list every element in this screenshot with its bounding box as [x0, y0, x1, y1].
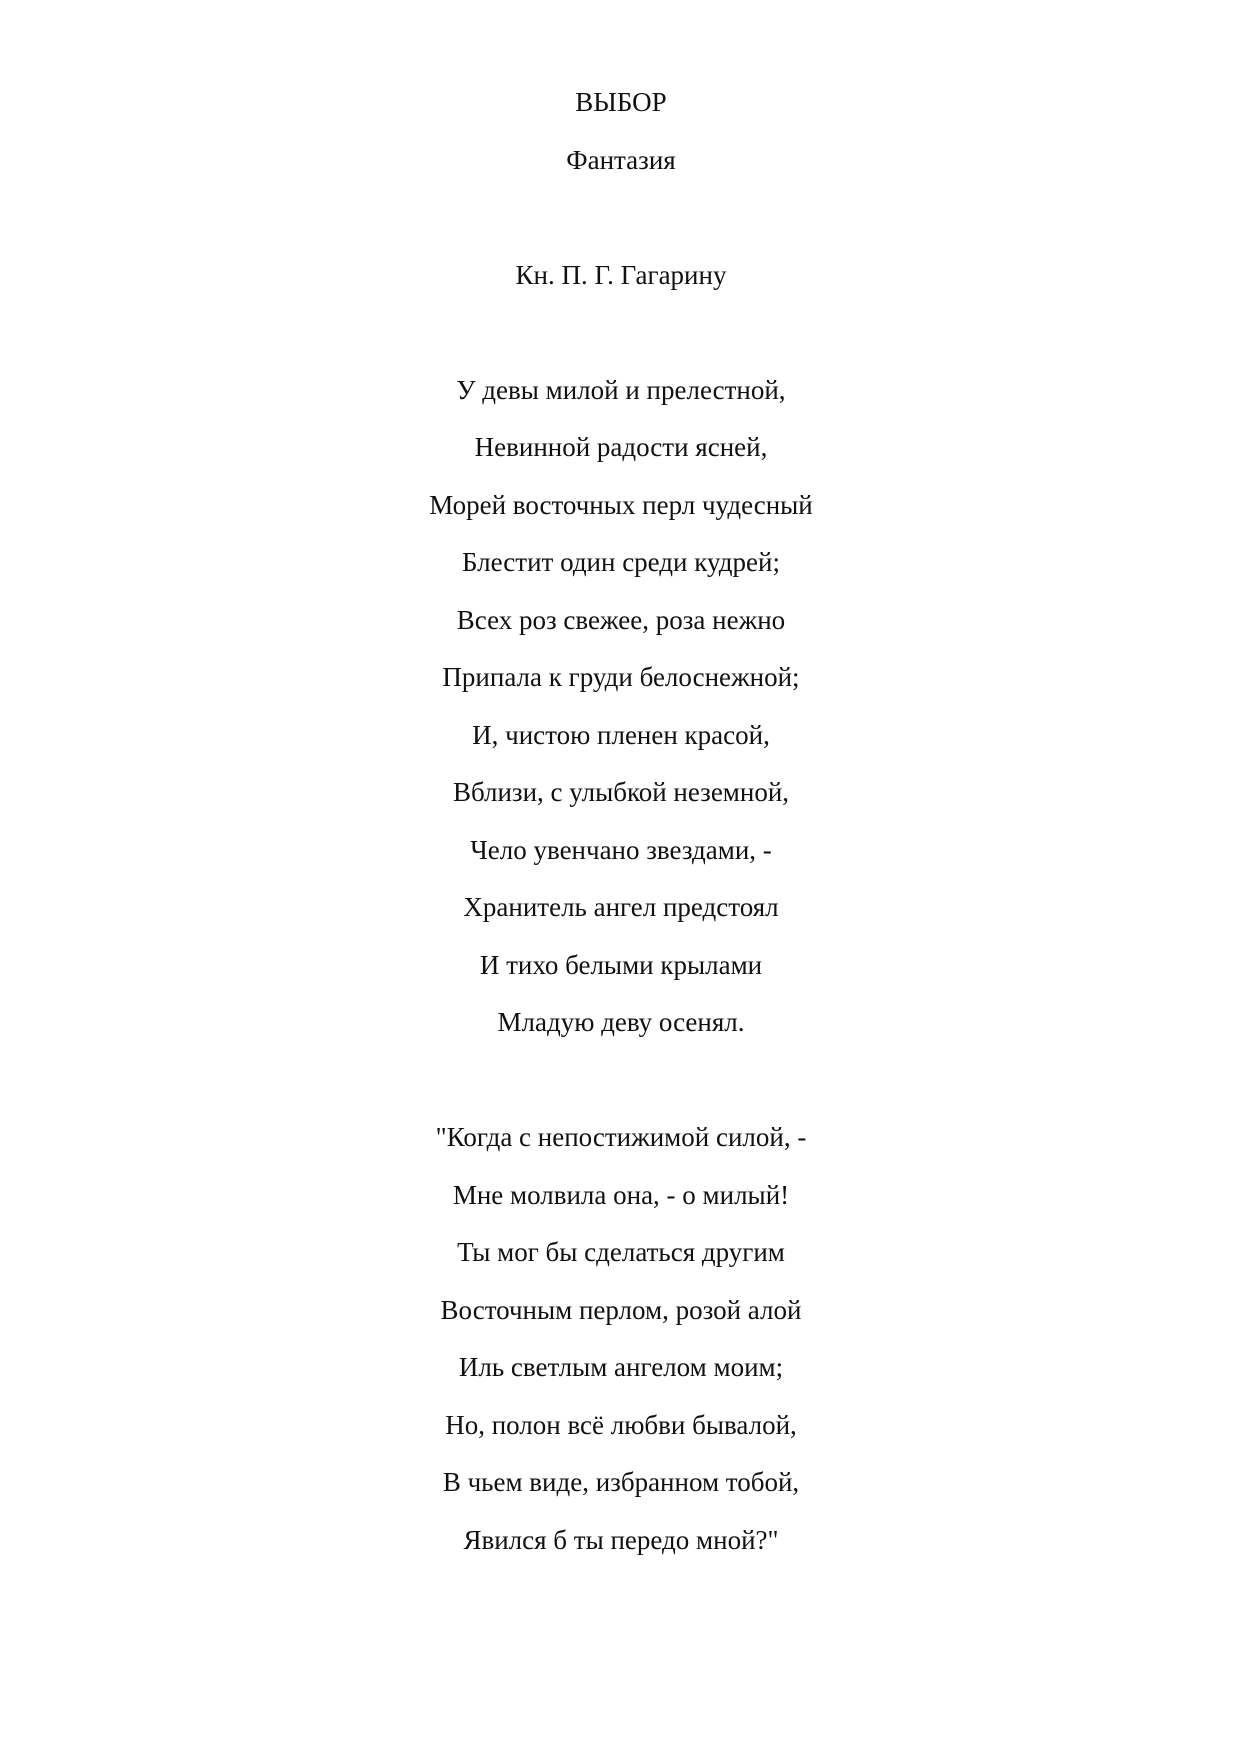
verse-line: Иль светлым ангелом моим;	[458, 1352, 784, 1382]
verse-line: Морей восточных перл чудесный	[429, 490, 813, 520]
verse-line: Младую деву осенял.	[497, 1007, 745, 1037]
verse-line: Но, полон всё любви бывалой,	[445, 1410, 797, 1440]
poem-dedication: Кн. П. Г. Гагарину	[515, 260, 727, 290]
verse-line: И, чистою пленен красой,	[472, 720, 770, 750]
verse-line: Восточным перлом, розой алой	[440, 1295, 802, 1325]
verse-line: Ты мог бы сделаться другим	[457, 1237, 785, 1267]
verse-line: У девы милой и прелестной,	[456, 375, 786, 405]
verse-line: Хранитель ангел предстоял	[463, 892, 779, 922]
poem-subtitle: Фантазия	[566, 145, 676, 175]
verse-line: В чьем виде, избранном тобой,	[442, 1467, 800, 1497]
poem-title: ВЫБОР	[575, 87, 667, 117]
verse-line: Явился б ты передо мной?"	[463, 1525, 779, 1555]
verse-line: Невинной радости ясней,	[474, 432, 768, 462]
verse-line: Блестит один среди кудрей;	[462, 547, 780, 577]
verse-line: Мне молвила она, - о милый!	[452, 1180, 790, 1210]
verse-line: "Когда с непостижимой силой, -	[435, 1122, 807, 1152]
verse-line: Вблизи, с улыбкой неземной,	[452, 777, 790, 807]
verse-line: Всех роз свежее, роза нежно	[456, 605, 786, 635]
verse-line: Припала к груди белоснежной;	[442, 662, 800, 692]
verse-line: И тихо белыми крылами	[479, 950, 763, 980]
verse-line: Чело увенчано звездами, -	[470, 835, 772, 865]
